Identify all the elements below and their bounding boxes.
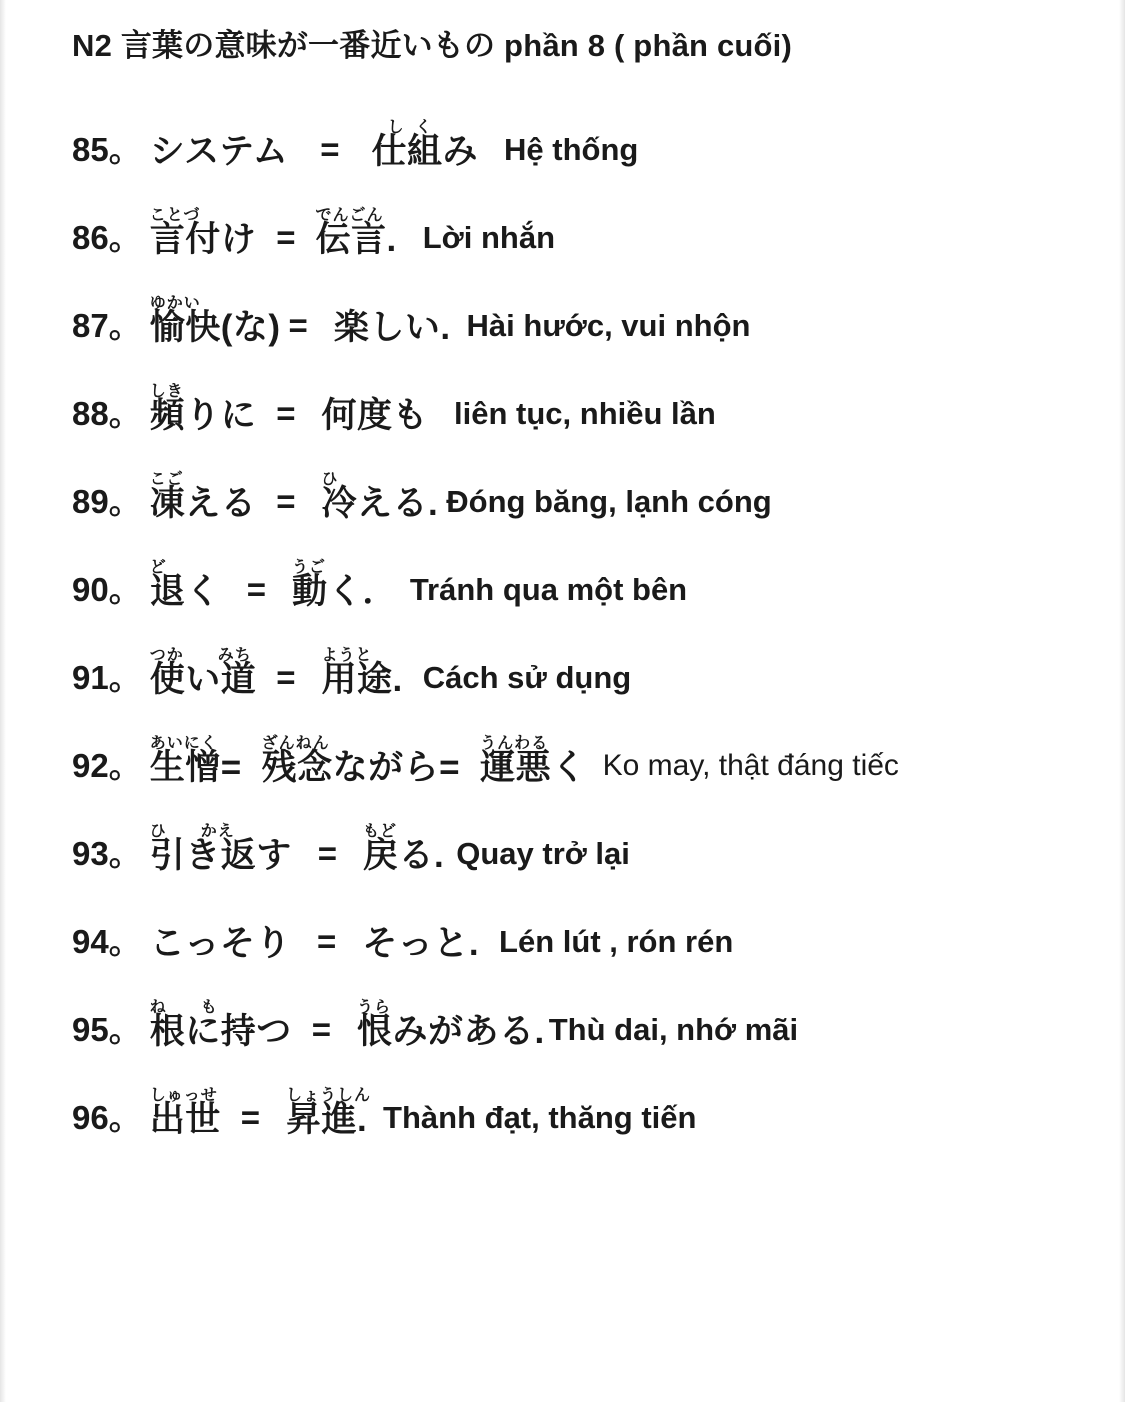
entry-term: 根に持つ	[149, 1011, 292, 1051]
entry-synonym-furigana: うご	[292, 558, 327, 576]
entry-meaning: Hài hước, vui nhộn	[466, 308, 751, 344]
entry-term-block	[150, 818, 292, 875]
entry-synonym: 昇進.	[286, 1099, 368, 1139]
entry-equals: =	[311, 1011, 332, 1049]
entry-meaning: liên tục, nhiều lần	[454, 396, 716, 432]
entry-synonym2-block	[480, 730, 587, 787]
entry-synonym-block	[316, 202, 397, 259]
entry-term: 生憎=	[149, 747, 242, 787]
entry-term-block	[150, 730, 242, 787]
entry-equals: =	[246, 571, 267, 609]
entry-synonym-block	[334, 290, 451, 347]
entry-synonym-furigana: でんごん	[315, 206, 384, 224]
list-item	[0, 82, 1125, 170]
entry-number: 96。	[72, 1099, 142, 1137]
entry-number: 95。	[72, 1011, 142, 1049]
entry-meaning: Lời nhắn	[422, 220, 555, 256]
entry-synonym: 用途.	[321, 659, 403, 699]
list-item	[0, 346, 1125, 434]
entry-equals: =	[288, 307, 308, 345]
entry-term-block	[150, 994, 292, 1051]
vocabulary-list	[0, 82, 1125, 1138]
entry-number: 89。	[72, 483, 142, 521]
entry-term-block	[150, 378, 257, 435]
list-item	[0, 874, 1125, 962]
entry-synonym: 冷える.	[321, 483, 439, 523]
entry-synonym-block	[363, 818, 444, 875]
list-item	[0, 786, 1125, 874]
entry-term-block	[150, 642, 257, 699]
entry-meaning: Thù dai, nhớ mãi	[548, 1012, 799, 1048]
entry-equals: =	[276, 395, 296, 433]
list-item	[0, 610, 1125, 698]
entry-synonym-block	[372, 114, 479, 171]
entry-term-block	[150, 466, 257, 523]
list-item	[0, 962, 1125, 1050]
entry-meaning: Tránh qua một bên	[409, 572, 688, 608]
entry-meaning: Lén lút , rón rén	[499, 924, 734, 960]
entry-term-furigana: ことづ	[149, 206, 201, 224]
entry-term: 退く	[149, 571, 221, 611]
entry-synonym-furigana: ひ	[321, 470, 339, 488]
entry-equals: =	[320, 131, 340, 169]
entry-equals: =	[317, 835, 338, 873]
entry-number: 87。	[72, 307, 142, 345]
entry-synonym-furigana: しく	[387, 118, 444, 136]
entry-synonym2: 運悪く	[480, 747, 587, 787]
entry-synonym: 動く．	[292, 571, 398, 611]
entry-synonym-block	[322, 642, 403, 699]
entry-synonym-block	[362, 906, 479, 963]
entry-term-furigana: ひ かえ	[149, 822, 235, 840]
entry-term-furigana: しゅっせ	[149, 1086, 218, 1104]
entry-meaning: Đóng băng, lạnh cóng	[446, 484, 772, 520]
entry-synonym-furigana: ざんねん	[261, 734, 330, 752]
entry-synonym-block	[322, 378, 429, 435]
entry-number: 88。	[72, 395, 142, 433]
entry-synonym-block	[262, 730, 460, 787]
list-item	[0, 170, 1125, 258]
entry-number: 93。	[72, 835, 142, 873]
entry-number: 85。	[72, 131, 142, 169]
entry-term-furigana: つか みち	[149, 646, 252, 664]
entry-term-block	[150, 906, 291, 963]
entry-equals: =	[276, 483, 296, 521]
entry-meaning: Thành đạt, thăng tiến	[383, 1100, 697, 1136]
entry-synonym: 恨みがある.	[357, 1011, 545, 1051]
list-item	[0, 522, 1125, 610]
entry-term-furigana: しき	[149, 382, 184, 400]
entry-term-furigana: ゆかい	[149, 294, 201, 312]
entry-term-furigana: ど	[149, 558, 167, 576]
entry-equals: =	[317, 923, 337, 961]
entry-synonym: 伝言.	[315, 219, 397, 259]
entry-equals: =	[276, 219, 296, 257]
entry-synonym2-furigana: うんわる	[480, 734, 549, 752]
entry-meaning: Hệ thống	[504, 132, 639, 168]
entry-term-block	[150, 554, 221, 611]
list-item	[0, 434, 1125, 522]
entry-number: 94。	[72, 923, 142, 961]
list-item	[0, 1050, 1125, 1138]
entry-term-block	[150, 202, 257, 259]
entry-term: 使い道	[149, 659, 257, 699]
entry-synonym-block	[322, 466, 439, 523]
entry-synonym-furigana: ようと	[321, 646, 373, 664]
entry-synonym-block	[292, 554, 398, 611]
entry-synonym-furigana: うら	[357, 998, 392, 1016]
entry-term: 出世	[149, 1099, 221, 1139]
entry-number: 86。	[72, 219, 142, 257]
entry-term-furigana: ね も	[149, 998, 218, 1016]
entry-synonym-block	[357, 994, 545, 1051]
entry-synonym-furigana: もど	[363, 822, 398, 840]
entry-number: 92。	[72, 747, 142, 785]
entry-term: 言付け	[149, 219, 257, 259]
entry-synonym: 仕組み	[371, 131, 479, 171]
entry-synonym-block	[286, 1082, 371, 1139]
list-item	[0, 698, 1125, 786]
entry-meaning: Ko may, thật đáng tiếc	[602, 749, 899, 783]
entry-meaning: Quay trở lại	[456, 836, 630, 872]
entry-number: 90。	[72, 571, 142, 609]
entry-synonym: 楽しい.	[333, 307, 451, 347]
entry-term: こっそり	[149, 923, 292, 963]
entry-term: 引き返す	[149, 835, 292, 875]
entry-term-furigana: こご	[149, 470, 184, 488]
entry-synonym: 残念ながら=	[261, 747, 461, 787]
entry-term: システム	[149, 131, 289, 171]
page-title: N2 言葉の意味が一番近いもの phần 8 ( phần cuối)	[72, 28, 793, 63]
entry-term: 凍える	[149, 483, 257, 523]
entry-synonym: 戻る.	[363, 835, 445, 875]
entry-synonym: 何度も	[321, 395, 429, 435]
entry-term-block	[150, 290, 281, 347]
entry-term-block	[150, 114, 289, 171]
list-item	[0, 258, 1125, 346]
entry-number: 91。	[72, 659, 142, 697]
entry-term-block	[150, 1082, 221, 1139]
entry-meaning: Cách sử dụng	[422, 660, 632, 696]
entry-synonym-furigana: しょうしん	[286, 1086, 372, 1104]
entry-term: 愉快(な)	[149, 307, 281, 347]
entry-synonym: そっと.	[362, 923, 480, 963]
entry-equals: =	[240, 1099, 261, 1137]
entry-equals: =	[276, 659, 296, 697]
entry-term: 頻りに	[149, 395, 257, 435]
entry-term-furigana: あいにく	[149, 734, 218, 752]
